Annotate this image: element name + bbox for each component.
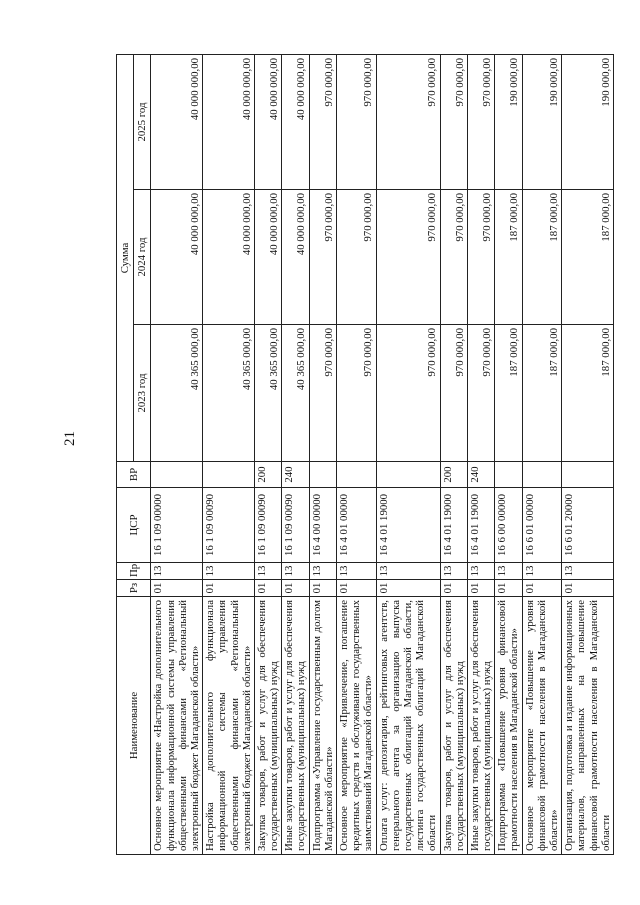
row-rz-cell: 01 <box>440 580 467 597</box>
table-row <box>376 55 440 855</box>
row-csr-cell: 16 1 09 00000 <box>151 488 203 563</box>
row-2023-cell: 970 000,00 <box>376 325 440 462</box>
header-csr: ЦСР <box>117 488 151 563</box>
row-2023-cell: 970 000,00 <box>337 325 377 462</box>
row-vr-cell <box>151 462 203 488</box>
row-2025-cell: 40 000 000,00 <box>203 55 255 190</box>
row-pr-cell: 13 <box>282 563 309 580</box>
row-name-cell: Настройка дополнительного функционала информационной системы управления общественными финансами «Региональный электронный бюджет Магаданской области» <box>203 597 255 855</box>
header-2025: 2025 год <box>134 55 151 190</box>
row-csr-cell: 16 4 00 00000 <box>309 488 336 563</box>
row-pr-cell: 13 <box>203 563 255 580</box>
row-rz-cell: 01 <box>337 580 377 597</box>
table-body <box>151 55 614 855</box>
row-rz-cell: 01 <box>254 580 281 597</box>
row-2024-cell: 40 000 000,00 <box>282 190 309 325</box>
row-2025-cell: 190 000,00 <box>562 55 614 190</box>
row-2024-cell: 40 000 000,00 <box>151 190 203 325</box>
row-pr-cell: 13 <box>440 563 467 580</box>
table-row <box>562 55 614 855</box>
row-2024-cell: 187 000,00 <box>562 190 614 325</box>
row-name-cell: Закупка товаров, работ и услуг для обеспечения государственных (муниципальных) нужд <box>254 597 281 855</box>
row-2024-cell: 187 000,00 <box>522 190 562 325</box>
row-csr-cell: 16 4 01 00000 <box>337 488 377 563</box>
header-2023: 2023 год <box>134 325 151 462</box>
row-rz-cell: 01 <box>309 580 336 597</box>
row-vr-cell <box>562 462 614 488</box>
row-vr-cell: 240 <box>282 462 309 488</box>
row-name-cell: Иные закупки товаров, работ и услуг для обеспечения государственных (муниципальных) нужд <box>467 597 494 855</box>
row-pr-cell: 13 <box>376 563 440 580</box>
row-2025-cell: 970 000,00 <box>440 55 467 190</box>
page-number: 21 <box>62 431 78 446</box>
row-2025-cell: 40 000 000,00 <box>282 55 309 190</box>
row-pr-cell: 13 <box>562 563 614 580</box>
row-name-cell: Основное мероприятие «Настройка дополнительного функционала информационной системы управления общественными финансами «Региональный электронный бюджет Магаданской области» <box>151 597 203 855</box>
table-row <box>495 55 522 855</box>
row-2023-cell: 187 000,00 <box>522 325 562 462</box>
row-2024-cell: 40 000 000,00 <box>254 190 281 325</box>
row-name-cell: Подпрограмма «Повышение уровня финансовой грамотности населения в Магаданской области» <box>495 597 522 855</box>
row-rz-cell: 01 <box>495 580 522 597</box>
row-pr-cell: 13 <box>337 563 377 580</box>
table-row <box>282 55 309 855</box>
row-vr-cell: 240 <box>467 462 494 488</box>
row-2024-cell: 970 000,00 <box>309 190 336 325</box>
row-2023-cell: 40 365 000,00 <box>203 325 255 462</box>
table-row <box>309 55 336 855</box>
row-name-cell: Иные закупки товаров, работ и услуг для обеспечения государственных (муниципальных) нужд <box>282 597 309 855</box>
row-csr-cell: 16 4 01 19000 <box>376 488 440 563</box>
row-2023-cell: 970 000,00 <box>309 325 336 462</box>
row-pr-cell: 13 <box>467 563 494 580</box>
row-rz-cell: 01 <box>467 580 494 597</box>
table-row <box>254 55 281 855</box>
row-2025-cell: 970 000,00 <box>376 55 440 190</box>
row-pr-cell: 13 <box>309 563 336 580</box>
row-rz-cell: 01 <box>151 580 203 597</box>
table-row <box>440 55 467 855</box>
row-2023-cell: 187 000,00 <box>562 325 614 462</box>
row-name-cell: Основное мероприятие «Привлечение, погашение кредитных средств и обслуживание государственных заимствований Магаданской области» <box>337 597 377 855</box>
row-vr-cell <box>309 462 336 488</box>
row-csr-cell: 16 6 01 20000 <box>562 488 614 563</box>
row-2024-cell: 40 000 000,00 <box>203 190 255 325</box>
table-row <box>337 55 377 855</box>
row-vr-cell: 200 <box>254 462 281 488</box>
row-pr-cell: 13 <box>522 563 562 580</box>
row-pr-cell: 13 <box>254 563 281 580</box>
row-vr-cell: 200 <box>440 462 467 488</box>
row-2025-cell: 190 000,00 <box>522 55 562 190</box>
row-2025-cell: 190 000,00 <box>495 55 522 190</box>
table-row <box>151 55 203 855</box>
row-csr-cell: 16 4 01 19000 <box>467 488 494 563</box>
row-csr-cell: 16 1 09 00090 <box>282 488 309 563</box>
row-2025-cell: 970 000,00 <box>337 55 377 190</box>
row-2025-cell: 970 000,00 <box>309 55 336 190</box>
row-2024-cell: 187 000,00 <box>495 190 522 325</box>
row-2023-cell: 187 000,00 <box>495 325 522 462</box>
row-rz-cell: 01 <box>282 580 309 597</box>
row-2024-cell: 970 000,00 <box>337 190 377 325</box>
row-rz-cell: 01 <box>562 580 614 597</box>
row-name-cell: Организация, подготовка и издание информационных материалов, направленных на повышение финансовой грамотности населения в Магаданской области <box>562 597 614 855</box>
row-2023-cell: 970 000,00 <box>440 325 467 462</box>
row-vr-cell <box>203 462 255 488</box>
header-vr: ВР <box>117 462 151 488</box>
row-rz-cell: 01 <box>376 580 440 597</box>
row-pr-cell: 13 <box>151 563 203 580</box>
row-2025-cell: 40 000 000,00 <box>151 55 203 190</box>
header-sum: Сумма <box>117 55 134 462</box>
row-2024-cell: 970 000,00 <box>376 190 440 325</box>
row-csr-cell: 16 4 01 19000 <box>440 488 467 563</box>
row-name-cell: Основное мероприятие «Повышение уровня финансовой грамотности населения в Магаданской области» <box>522 597 562 855</box>
row-2023-cell: 40 365 000,00 <box>151 325 203 462</box>
row-vr-cell <box>495 462 522 488</box>
row-name-cell: Оплата услуг: депозитария, рейтинговых агентств, генерального агента за организацию выпуска государственных облигаций Магаданской области, листинга государственных облигаций Магаданской области <box>376 597 440 855</box>
row-vr-cell <box>522 462 562 488</box>
budget-table-container <box>116 55 612 855</box>
header-rz: Рз <box>117 580 151 597</box>
header-name: Наименование <box>117 597 151 855</box>
header-pr: Пр <box>117 563 151 580</box>
row-csr-cell: 16 1 09 00090 <box>203 488 255 563</box>
table-row <box>522 55 562 855</box>
row-csr-cell: 16 6 01 00000 <box>522 488 562 563</box>
row-rz-cell: 01 <box>203 580 255 597</box>
row-vr-cell <box>337 462 377 488</box>
row-2023-cell: 970 000,00 <box>467 325 494 462</box>
table-row <box>467 55 494 855</box>
row-csr-cell: 16 1 09 00090 <box>254 488 281 563</box>
row-2023-cell: 40 365 000,00 <box>254 325 281 462</box>
table-row <box>203 55 255 855</box>
row-2025-cell: 40 000 000,00 <box>254 55 281 190</box>
row-csr-cell: 16 6 00 00000 <box>495 488 522 563</box>
row-2024-cell: 970 000,00 <box>440 190 467 325</box>
row-name-cell: Подпрограмма «Управление государственным долгом Магаданской области» <box>309 597 336 855</box>
row-name-cell: Закупка товаров, работ и услуг для обеспечения государственных (муниципальных) нужд <box>440 597 467 855</box>
budget-table <box>116 54 614 855</box>
row-2024-cell: 970 000,00 <box>467 190 494 325</box>
row-2023-cell: 40 365 000,00 <box>282 325 309 462</box>
header-2024: 2024 год <box>134 190 151 325</box>
row-rz-cell: 01 <box>522 580 562 597</box>
row-vr-cell <box>376 462 440 488</box>
row-2025-cell: 970 000,00 <box>467 55 494 190</box>
row-pr-cell: 13 <box>495 563 522 580</box>
